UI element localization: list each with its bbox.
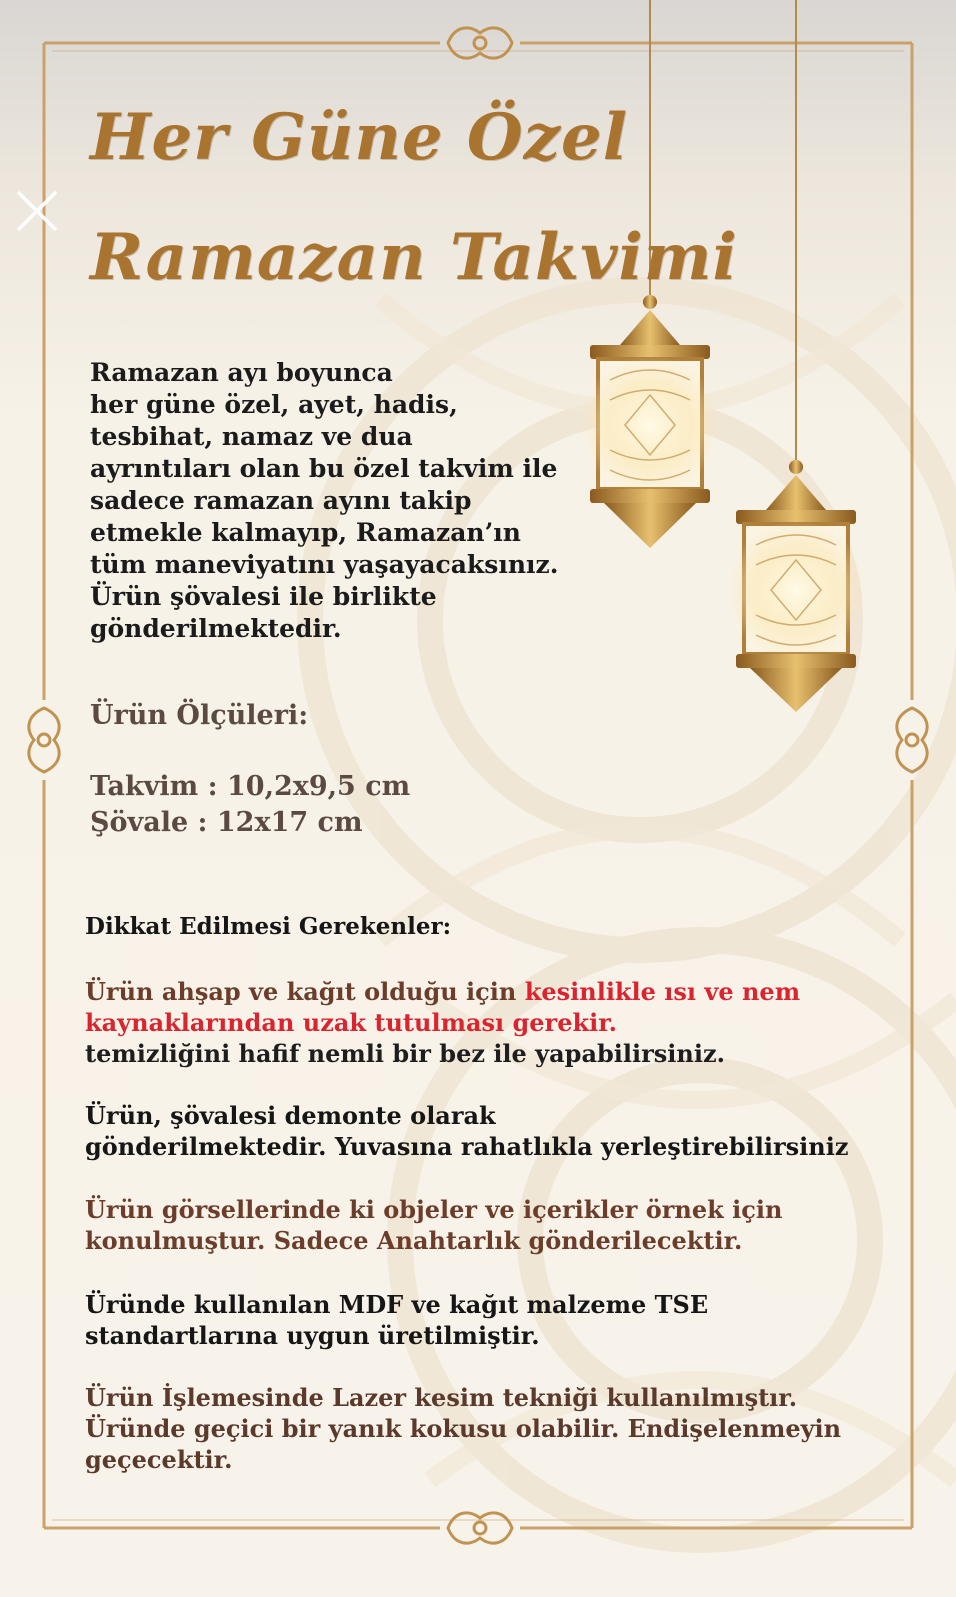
note-text: Ürün görsellerinde ki objeler ve içerikler örnek için: [85, 1195, 783, 1224]
easel-dimension: Şövale : 12x17 cm: [90, 807, 363, 838]
title-line-2: Ramazan Takvimi: [90, 220, 738, 295]
dimensions-heading: Ürün Ölçüleri:: [90, 700, 309, 731]
warnings-heading: Dikkat Edilmesi Gerekenler:: [85, 913, 452, 940]
note-text: Üründe geçici bir yanık kokusu olabilir. Endişelenmeyin: [85, 1414, 842, 1443]
note-text: konulmuştur. Sadece Anahtarlık gönderilecektir.: [85, 1226, 743, 1255]
note-text: geçecektir.: [85, 1445, 233, 1474]
note-text: Ürün İşlemesinde Lazer kesim tekniği kullanılmıştır.: [85, 1383, 798, 1412]
intro-line: her güne özel, ayet, hadis,: [90, 390, 458, 419]
intro-line: Ürün şövalesi ile birlikte: [90, 582, 437, 611]
title-line-1: Her Güne Özel: [90, 100, 629, 175]
note-highlight: kesinlikle ısı ve nem kaynaklarından uzak tutulması gerekir.: [85, 977, 801, 1037]
intro-line: tesbihat, namaz ve dua: [90, 422, 413, 451]
note-text: gönderilmektedir. Yuvasına rahatlıkla yerleştirebilirsiniz: [85, 1132, 849, 1161]
close-button[interactable]: [14, 188, 60, 234]
note-text: standartlarına uygun üretilmiştir.: [85, 1321, 540, 1350]
warning-note-laser: [85, 1382, 915, 1475]
warning-note-visuals: [85, 1194, 915, 1256]
calendar-dimension: Takvim : 10,2x9,5 cm: [90, 771, 411, 802]
note-text: Ürün ahşap ve kağıt olduğu için: [85, 977, 525, 1006]
intro-line: etmekle kalmayıp, Ramazan’ın: [90, 518, 521, 547]
intro-line: tüm maneviyatını yaşayacaksınız.: [90, 550, 559, 579]
close-icon: [14, 188, 60, 234]
warning-note-material: [85, 1289, 915, 1351]
note-text: Ürün, şövalesi demonte olarak: [85, 1101, 496, 1130]
warning-note-assembly: [85, 1100, 915, 1162]
intro-line: sadece ramazan ayını takip: [90, 486, 472, 515]
note-text: temizliğini hafif nemli bir bez ile yapabilirsiniz.: [85, 1039, 725, 1068]
intro-text: [90, 357, 610, 645]
intro-line: gönderilmektedir.: [90, 614, 342, 643]
note-text: Üründe kullanılan MDF ve kağıt malzeme TSE: [85, 1290, 709, 1319]
warning-note-heat: [85, 976, 915, 1069]
intro-line: Ramazan ayı boyunca: [90, 358, 393, 387]
lantern-icon: [726, 0, 866, 720]
intro-line: ayrıntıları olan bu özel takvim ile: [90, 454, 558, 483]
